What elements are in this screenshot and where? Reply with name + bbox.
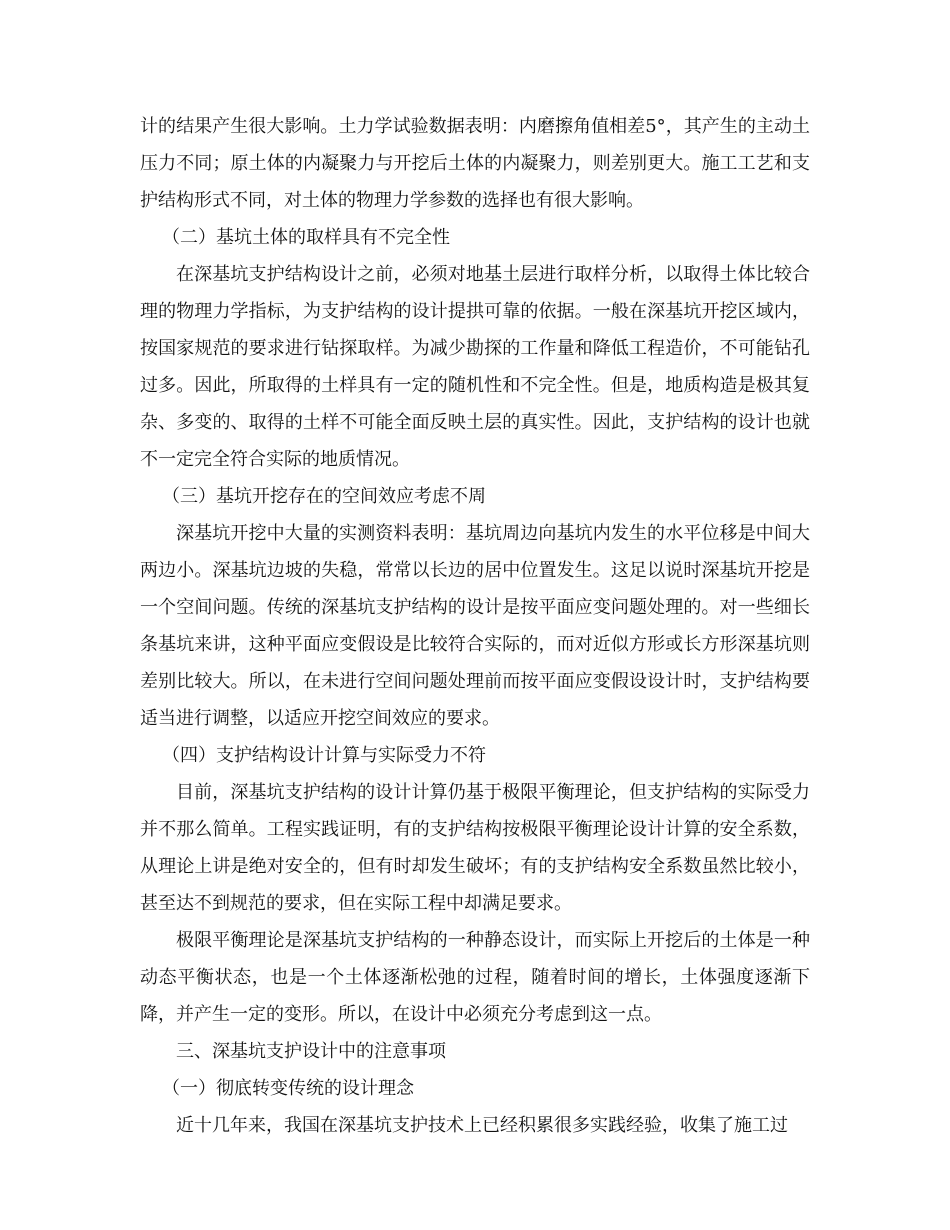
paragraph: 深基坑开挖中大量的实测资料表明：基坑周边向基坑内发生的水平位移是中间大两边小。深基坑边坡的失稳，常常以长边的居中位置发生。这足以说时深基坑开挖是一个空间问题。传统的深基坑支护结构的设计是按平面应变问题处理的。对一些细长条基坑来讲，这种平面应变假设是比较符合实际的，而对近似方形或长方形深基坑则差别比较大。所以，在未进行空间问题处理前而按平面应变假设设计时，支护结构要适当进行调整，以适应开挖空间效应的要求。: [140, 523, 810, 729]
section-heading-1: （一）彻底转变传统的设计理念: [162, 1078, 414, 1099]
paragraph: 在深基坑支护结构设计之前，必须对地基土层进行取样分析，以取得土体比较合理的物理力学指标，为支护结构的设计提拱可靠的依据。一般在深基坑开挖区域内，按国家规范的要求进行钻探取样。为减少勘探的工作量和降低工程造价，不可能钻孔过多。因此，所取得的土样具有一定的随机性和不完全性。但是，地质构造是极其复杂、多变的、取得的土样不可能全面反映土层的真实性。因此，支护结构的设计也就不一定完全符合实际的地质情况。: [140, 264, 810, 470]
section-heading-4: （四）支护结构设计计算与实际受力不符: [162, 745, 486, 766]
document-body: [140, 108, 810, 1144]
paragraph: 极限平衡理论是深基坑支护结构的一种静态设计，而实际上开挖后的土体是一种动态平衡状态，也是一个土体逐渐松弛的过程，随着时间的增长，土体强度逐渐下降，并产生一定的变形。所以，在设计中必须充分考虑到这一点。: [140, 930, 810, 1025]
paragraph-continued: 计的结果产生很大影响。土力学试验数据表明：内磨擦角值相差5°，其产生的主动土压力不同；原土体的内凝聚力与开挖后土体的内凝聚力，则差别更大。施工工艺和支护结构形式不同，对土体的物理力学参数的选择也有很大影响。: [140, 116, 810, 211]
section-heading-2: （二）基坑土体的取样具有不完全性: [162, 227, 450, 248]
paragraph: 目前，深基坑支护结构的设计计算仍基于极限平衡理论，但支护结构的实际受力并不那么简单。工程实践证明，有的支护结构按极限平衡理论设计计算的安全系数，从理论上讲是绝对安全的，但有时却发生破坏；有的支护结构安全系数虽然比较小，甚至达不到规范的要求，但在实际工程中却满足要求。: [140, 782, 810, 914]
chapter-heading-3: 三、深基坑支护设计中的注意事项: [176, 1041, 446, 1062]
section-heading-3: （三）基坑开挖存在的空间效应考虑不周: [162, 486, 486, 507]
paragraph: 近十几年来，我国在深基坑支护技术上已经积累很多实践经验，收集了施工过: [176, 1115, 788, 1136]
